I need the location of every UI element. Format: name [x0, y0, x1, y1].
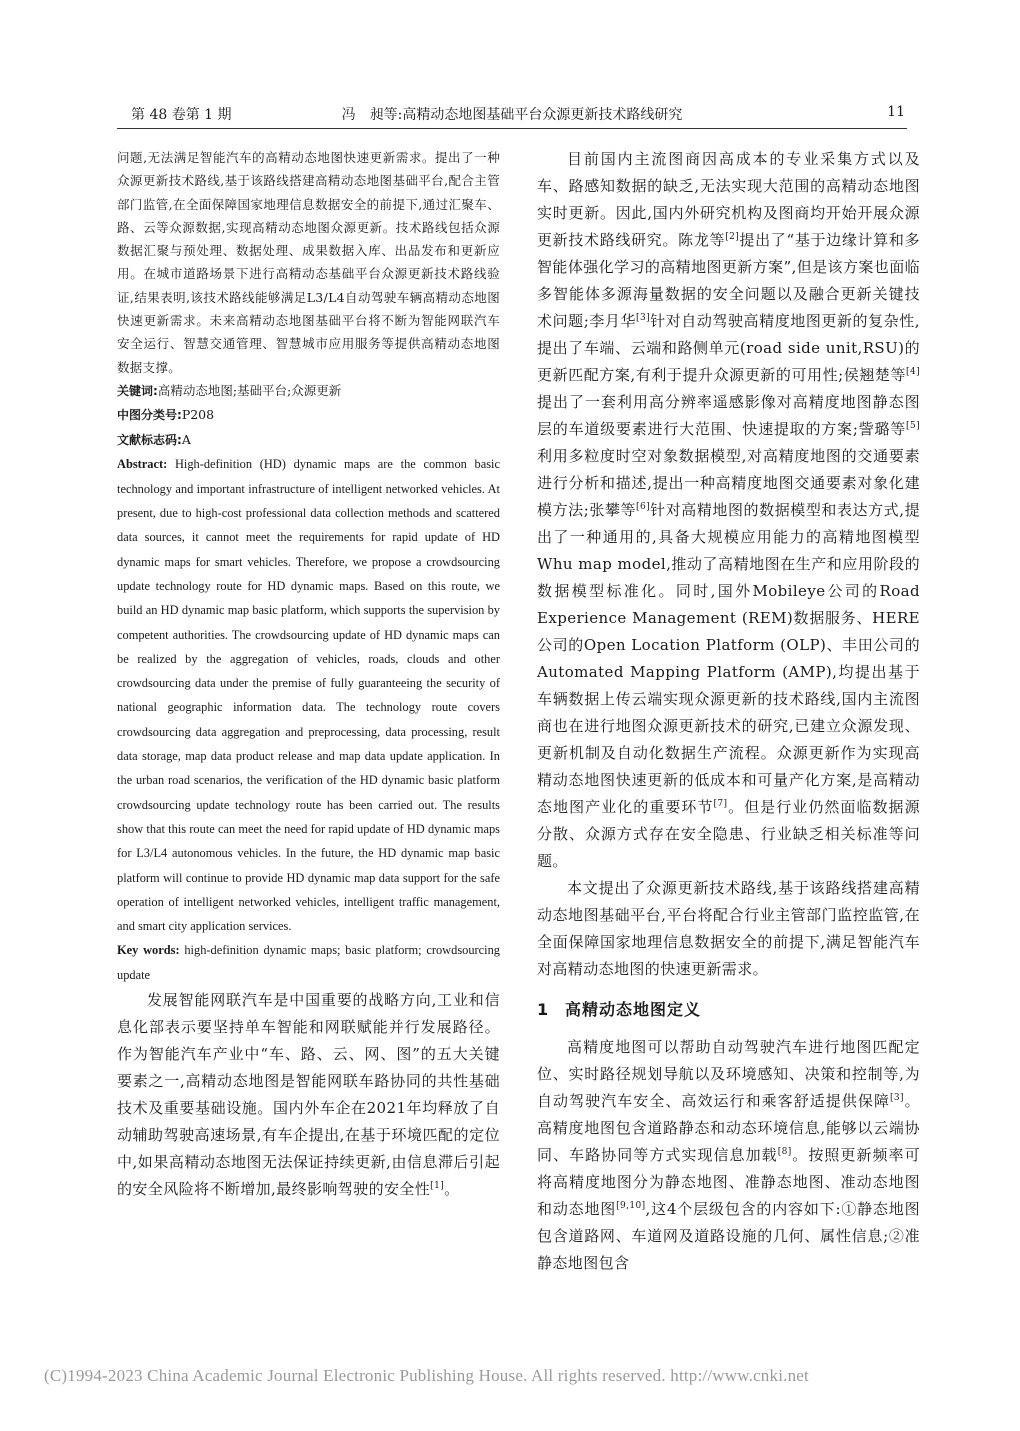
related-work-paragraph: 目前国内主流图商因高成本的专业采集方式以及车、路感知数据的缺乏,无法实现大范围的高精动态地图实时更新。因此,国内外研究机构及图商均开始开展众源更新技术路线研究。陈龙等[2]提出了“基于边缘计算和多智能体强化学习的高精地图更新方案”,但是该方案也面临多智能体多源海量数据的安全问题以及融合更新关键技术问题;李月华[3]针对自动驾驶高精度地图更新的复杂性,提出了车端、云端和路侧单元(road side unit,RSU)的更新匹配方案,有利于提升众源更新的可用性;侯翘楚等[4]提出了一套利用高分辨率遥感影像对高精度地图静态图层的车道级要素进行大范围、快速提取的方案;訾璐等[5]利用多粒度时空对象数据模型,对高精度地图的交通要素进行分析和描述,提出一种高精度地图交通要素对象化建模方法;张攀等[6]针对高精地图的数据模型和表达方式,提出了一种通用的,具备大规模应用能力的高精地图模型Whu map model,推动了高精地图在生产和应用阶段的数据模型标准化。同时,国外Mobileye公司的Road Experience Management (REM)数据服务、HERE公司的Open Location Platform (OLP)、丰田公司的Automated Mapping Platform (AMP),均提出基于车辆数据上传云端实现众源更新的技术路线,国内主流图商也在进行地图众源更新技术的研究,已建立众源发现、更新机制及自动化数据生产流程。众源更新作为实现高精动态地图快速更新的低成本和可量产化方案,是高精动态地图产业化的重要环节[7]。但是行业仍然面临数据源分散、众源方式存在安全隐患、行业缺乏相关标准等问题。: [537, 150, 920, 870]
citation-ref: [3]: [890, 1093, 904, 1103]
doc-code-label: 文献标志码:: [117, 432, 182, 447]
citation-ref: [5]: [906, 421, 920, 431]
volume-issue: 第 48 卷第 1 期: [131, 107, 232, 123]
keywords-label: 关键词:: [117, 383, 158, 398]
definition-paragraph: 高精度地图可以帮助自动驾驶汽车进行地图匹配定位、实时路径规划导航以及环境感知、决策和控制等,为自动驾驶汽车安全、高效运行和乘客舒适提供保障[3]。高精度地图包含道路静态和动态环境信息,能够以云端协同、车路协同等方式实现信息加载[8]。按照更新频率可将高精度地图分为静态地图、准静态地图、准动态地图和动态地图[9,10],这4个层级包含的内容如下:①静态地图包含道路网、车道网及道路设施的几何、属性信息;②准静态地图包含: [537, 1038, 920, 1272]
abstract-label: Abstract:: [117, 457, 168, 472]
intro-paragraph: 发展智能网联汽车是中国重要的战略方向,工业和信息化部表示要坚持单车智能和网联赋能并行发展路径。作为智能汽车产业中“车、路、云、网、图”的五大关键要素之一,高精动态地图是智能网联车路协同的共性基础技术及重要基础设施。国内外车企在2021年均释放了自动辅助驾驶高速场景,有车企提出,在基于环境匹配的定位中,如果高精动态地图无法保证持续更新,由信息滞后引起的安全风险将不断增加,最终影响驾驶的安全性[1]。: [117, 991, 500, 1198]
abstract-text: High-definition (HD) dynamic maps are the common basic technology and important infrastructure of intelligent networked vehicles. At present, due to high-cost professional data collection methods and scattered data sources, it cannot meet the requirements for rapid update of HD dynamic maps for smart vehicles. Therefore, we propose a crowdsourcing update technology route for HD dynamic maps. Based on this route, we build an HD dynamic map basic platform, which supports the supervision by competent authorities. The crowdsourcing update of HD dynamic maps can be realized by the aggregation of vehicles, roads, clouds and other crowdsourcing data under the premise of fully guaranteeing the security of national geographic information data. The technology route covers crowdsourcing data aggregation and preprocessing, data processing, result data storage, map data product release and map data update application. In the urban road scenarios, the verification of the HD dynamic basic platform crowdsourcing update technology route has been carried out. The results show that this route can meet the need for rapid update of HD dynamic maps for L3/L4 autonomous vehicles. In the future, the HD dynamic map basic platform will continue to provide HD dynamic map data support for the safe operation of intelligent networked vehicles, intelligent traffic management, and smart city application services.: [117, 457, 500, 934]
key-words-label: Key words:: [117, 943, 180, 958]
contribution-paragraph: 本文提出了众源更新技术路线,基于该路线搭建高精动态地图基础平台,平台将配合行业主管部门监控监管,在全面保障国家地理信息数据安全的前提下,满足智能汽车对高精动态地图的快速更新需求。: [537, 879, 920, 978]
citation-ref: [1]: [430, 1181, 445, 1191]
copyright-footer: (C)1994-2023 China Academic Journal Electronic Publishing House. All rights reserved. http://www.cnki.net: [44, 1366, 809, 1385]
citation-ref: [3]: [636, 313, 650, 323]
clc-label: 中图分类号:: [117, 408, 182, 423]
citation-ref: [4]: [906, 367, 920, 377]
keywords-text: 高精动态地图;基础平台;众源更新: [157, 382, 342, 398]
section-heading: [537, 997, 920, 1020]
citation-ref: [8]: [777, 1147, 792, 1157]
citation-ref: [6]: [636, 502, 650, 512]
chinese-keywords: [117, 379, 500, 404]
citation-ref: [9,10]: [616, 1201, 646, 1211]
citation-ref: [7]: [713, 799, 728, 809]
page-number: 11: [887, 104, 905, 120]
right-column: [537, 146, 920, 1277]
left-column: [117, 146, 500, 1203]
clc-text: P208: [181, 407, 215, 423]
running-title: 冯 昶等:高精动态地图基础平台众源更新技术路线研究: [341, 107, 683, 123]
running-header: [117, 100, 907, 129]
key-words-text: high-definition dynamic maps; basic platform; crowdsourcing update: [117, 943, 500, 982]
doc-code-text: A: [181, 431, 191, 447]
chinese-abstract-continued: 问题,无法满足智能汽车的高精动态地图快速更新需求。提出了一种众源更新技术路线,基于该路线搭建高精动态地图基础平台,配合主管部门监管,在全面保障国家地理信息数据安全的前提下,通过汇聚车、路、云等众源数据,实现高精动态地图众源更新。技术路线包括众源数据汇聚与预处理、数据处理、成果数据入库、出品发布和更新应用。在城市道路场景下进行高精动态基础平台众源更新技术路线验证,结果表明,该技术路线能够满足L3/L4自动驾驶车辆高精动态地图快速更新需求。未来高精动态地图基础平台将不断为智能网联汽车安全运行、智慧交通管理、智慧城市应用服务等提供高精动态地图数据支撑。: [117, 150, 500, 375]
clc-number: [117, 403, 500, 428]
section-number: 1: [537, 1000, 550, 1019]
document-code: [117, 428, 500, 453]
english-abstract: [117, 452, 500, 938]
citation-ref: [2]: [725, 232, 740, 242]
english-keywords: [117, 938, 500, 987]
section-title: 高精动态地图定义: [565, 1000, 702, 1019]
